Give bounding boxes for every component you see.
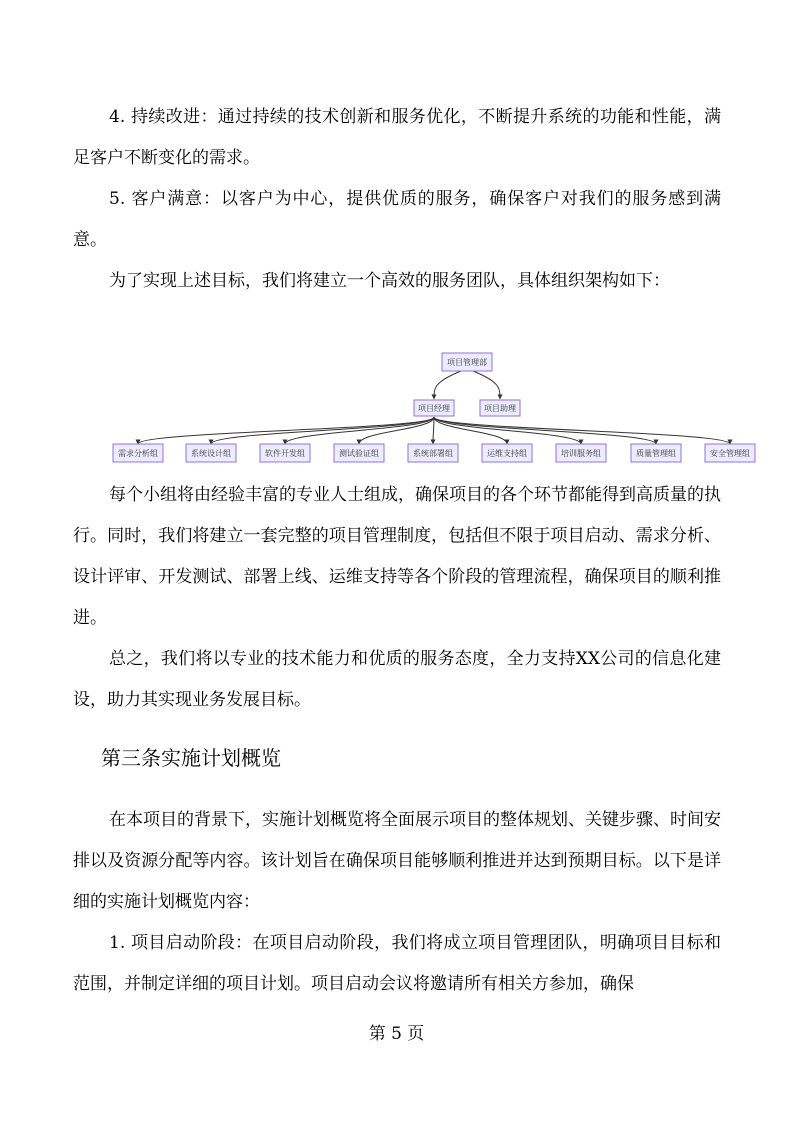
org-node-group-5-label: 系统部署组 [413, 449, 453, 458]
org-node-group-9 [705, 444, 755, 462]
org-node-project-assistant-label: 项目助理 [484, 404, 516, 413]
org-node-group-8-label: 质量管理组 [636, 449, 676, 458]
org-node-project-manager [414, 400, 454, 416]
edge-root-to-pa [473, 371, 500, 399]
edge-pm-to-group-7 [434, 417, 581, 444]
paragraph-customer-satisfaction: 5. 客户满意：以客户为中心，提供优质的服务，确保客户对我们的服务感到满意。 [73, 189, 721, 250]
page-number: 第 5 页 [368, 1024, 425, 1044]
paragraph-plan-overview: 在本项目的背景下，实施计划概览将全面展示项目的整体规划、关键步骤、时间安排以及资源分配等内容。该计划旨在确保项目能够顺利推进并达到预期目标。以下是详细的实施计划概览内容： [73, 810, 721, 912]
org-node-group-4-label: 测试验证组 [339, 449, 379, 458]
org-node-group-3 [260, 444, 310, 462]
org-node-root [442, 353, 492, 371]
org-node-group-2-label: 系统设计组 [191, 449, 231, 458]
org-node-group-1-label: 需求分析组 [118, 449, 158, 458]
edge-pm-to-group-1 [138, 417, 434, 444]
org-node-group-5 [408, 444, 458, 462]
paragraph-project-kickoff: 1. 项目启动阶段：在项目启动阶段，我们将成立项目管理团队，明确项目目标和范围，并制定详细的项目计划。项目启动会议将邀请所有相关方参加，确保 [73, 933, 721, 994]
edge-pm-to-group-5 [433, 417, 434, 444]
org-node-group-4 [334, 444, 384, 462]
edge-pm-to-group-3 [285, 417, 434, 444]
org-node-group-3-label: 软件开发组 [265, 449, 305, 458]
org-node-project-assistant [480, 400, 520, 416]
org-node-group-6-label: 运维支持组 [487, 449, 527, 458]
paragraph-team-composition: 每个小组将由经验丰富的专业人士组成，确保项目的各个环节都能得到高质量的执行。同时，我们将建立一套完整的项目管理制度，包括但不限于项目启动、需求分析、设计评审、开发测试、部署上线、运维支持等各个阶段的管理流程，确保项目的顺利推进。 [73, 485, 721, 628]
org-node-group-7 [556, 444, 606, 462]
org-node-root-label: 项目管理部 [447, 358, 487, 367]
org-node-group-8 [631, 444, 681, 462]
org-node-group-6 [482, 444, 532, 462]
edge-pm-to-group-9 [434, 417, 730, 444]
paragraph-summary: 总之，我们将以专业的技术能力和优质的服务态度，全力支持XX公司的信息化建设，助力其实现业务发展目标。 [73, 649, 721, 710]
paragraph-continuous-improvement: 4. 持续改进：通过持续的技术创新和服务优化，不断提升系统的功能和性能，满足客户不断变化的需求。 [73, 107, 721, 168]
org-node-project-manager-label: 项目经理 [418, 404, 450, 413]
org-node-group-7-label: 培训服务组 [561, 449, 601, 458]
edge-pm-to-group-2 [211, 417, 434, 444]
org-chart [0, 0, 793, 480]
edge-pm-to-group-8 [434, 417, 656, 444]
org-node-group-9-label: 安全管理组 [710, 449, 750, 458]
org-node-group-2 [186, 444, 236, 462]
section-heading: 第三条实施计划概览 [101, 746, 281, 770]
edge-root-to-pm [434, 371, 461, 399]
org-node-group-1 [113, 444, 163, 462]
paragraph-org-intro: 为了实现上述目标，我们将建立一个高效的服务团队，具体组织架构如下： [109, 271, 670, 291]
